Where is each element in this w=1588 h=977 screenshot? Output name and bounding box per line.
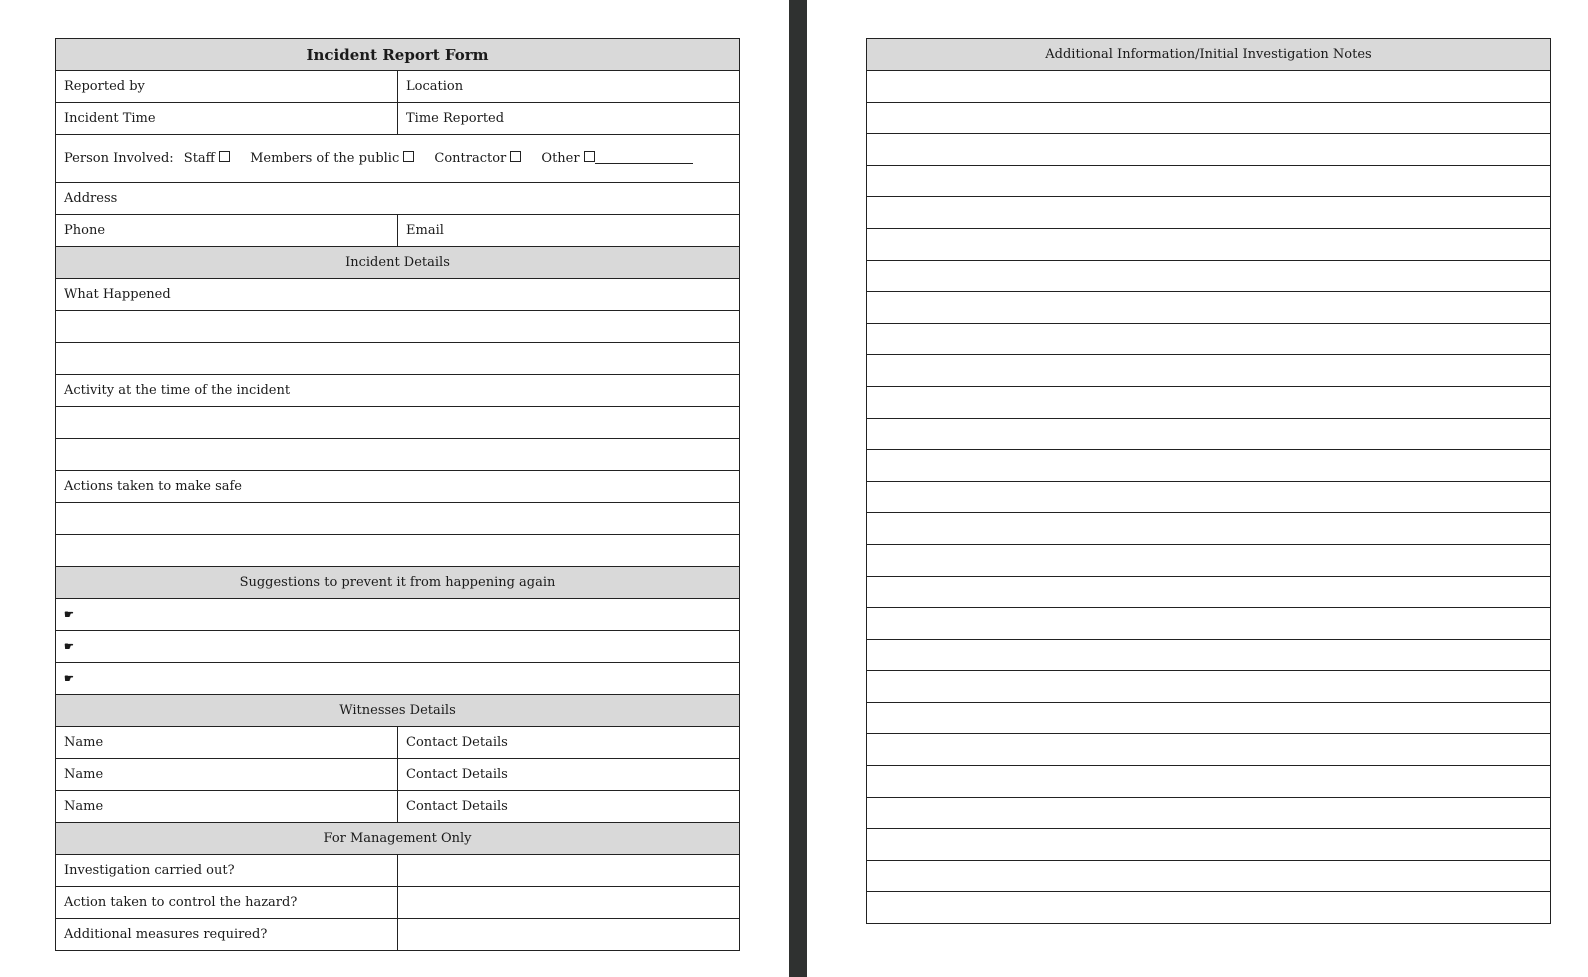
page-divider (789, 0, 807, 977)
witness-contact-field[interactable]: Contact Details (398, 791, 740, 823)
notes-line[interactable] (867, 797, 1551, 829)
notes-line[interactable] (867, 292, 1551, 324)
witness-name-field[interactable]: Name (56, 791, 398, 823)
other-blank-line[interactable] (595, 151, 693, 164)
option-staff-label: Staff (183, 151, 215, 166)
notes-line[interactable] (867, 829, 1551, 861)
option-other-label: Other (541, 151, 580, 166)
person-involved-row (56, 135, 740, 183)
notes-line[interactable] (867, 71, 1551, 103)
actions-line[interactable] (56, 503, 740, 535)
hazard-action-label: Action taken to control the hazard? (56, 887, 398, 919)
phone-field[interactable]: Phone (56, 215, 398, 247)
management-header: For Management Only (56, 823, 740, 855)
notes-line[interactable] (867, 355, 1551, 387)
notes-line[interactable] (867, 702, 1551, 734)
notes-line[interactable] (867, 102, 1551, 134)
witness-contact-field[interactable]: Contact Details (398, 759, 740, 791)
activity-label[interactable]: Activity at the time of the incident (56, 375, 740, 407)
notes-line[interactable] (867, 766, 1551, 798)
notes-line[interactable] (867, 544, 1551, 576)
notes-line[interactable] (867, 513, 1551, 545)
notes-line[interactable] (867, 576, 1551, 608)
notes-line[interactable] (867, 386, 1551, 418)
investigation-answer-field[interactable] (398, 855, 740, 887)
incident-details-header: Incident Details (56, 247, 740, 279)
notes-line[interactable] (867, 323, 1551, 355)
notes-line[interactable] (867, 734, 1551, 766)
public-checkbox[interactable] (403, 151, 414, 162)
pointing-hand-icon: ☛ (64, 640, 74, 653)
notes-line[interactable] (867, 228, 1551, 260)
activity-line[interactable] (56, 407, 740, 439)
additional-measures-answer-field[interactable] (398, 919, 740, 951)
hazard-action-answer-field[interactable] (398, 887, 740, 919)
option-contractor-label: Contractor (434, 151, 507, 166)
other-checkbox[interactable] (584, 151, 595, 162)
witness-name-field[interactable]: Name (56, 727, 398, 759)
suggestions-header: Suggestions to prevent it from happening again (56, 567, 740, 599)
notes-line[interactable] (867, 165, 1551, 197)
actions-label[interactable]: Actions taken to make safe (56, 471, 740, 503)
notes-line[interactable] (867, 481, 1551, 513)
actions-line[interactable] (56, 535, 740, 567)
notes-table (866, 38, 1551, 924)
investigation-label: Investigation carried out? (56, 855, 398, 887)
what-happened-line[interactable] (56, 311, 740, 343)
notes-line[interactable] (867, 892, 1551, 924)
activity-line[interactable] (56, 439, 740, 471)
notes-line[interactable] (867, 134, 1551, 166)
option-public-label: Members of the public (250, 151, 400, 166)
notes-line[interactable] (867, 608, 1551, 640)
incident-time-field[interactable]: Incident Time (56, 103, 398, 135)
additional-measures-label: Additional measures required? (56, 919, 398, 951)
form-title: Incident Report Form (56, 39, 740, 71)
suggestion-row[interactable] (56, 663, 740, 695)
notes-line[interactable] (867, 450, 1551, 482)
what-happened-label[interactable]: What Happened (56, 279, 740, 311)
person-involved-label: Person Involved: (64, 151, 174, 166)
suggestion-row[interactable] (56, 631, 740, 663)
what-happened-line[interactable] (56, 343, 740, 375)
address-field[interactable]: Address (56, 183, 740, 215)
pointing-hand-icon: ☛ (64, 608, 74, 621)
suggestion-row[interactable] (56, 599, 740, 631)
location-field[interactable]: Location (398, 71, 740, 103)
notes-line[interactable] (867, 197, 1551, 229)
witness-name-field[interactable]: Name (56, 759, 398, 791)
notes-line[interactable] (867, 639, 1551, 671)
pointing-hand-icon: ☛ (64, 672, 74, 685)
contractor-checkbox[interactable] (510, 151, 521, 162)
notes-line[interactable] (867, 860, 1551, 892)
incident-report-form (55, 38, 740, 951)
email-field[interactable]: Email (398, 215, 740, 247)
witness-contact-field[interactable]: Contact Details (398, 727, 740, 759)
notes-line[interactable] (867, 671, 1551, 703)
notes-line[interactable] (867, 418, 1551, 450)
staff-checkbox[interactable] (219, 151, 230, 162)
reported-by-field[interactable]: Reported by (56, 71, 398, 103)
notes-header: Additional Information/Initial Investigation Notes (867, 39, 1551, 71)
time-reported-field[interactable]: Time Reported (398, 103, 740, 135)
notes-line[interactable] (867, 260, 1551, 292)
witnesses-header: Witnesses Details (56, 695, 740, 727)
